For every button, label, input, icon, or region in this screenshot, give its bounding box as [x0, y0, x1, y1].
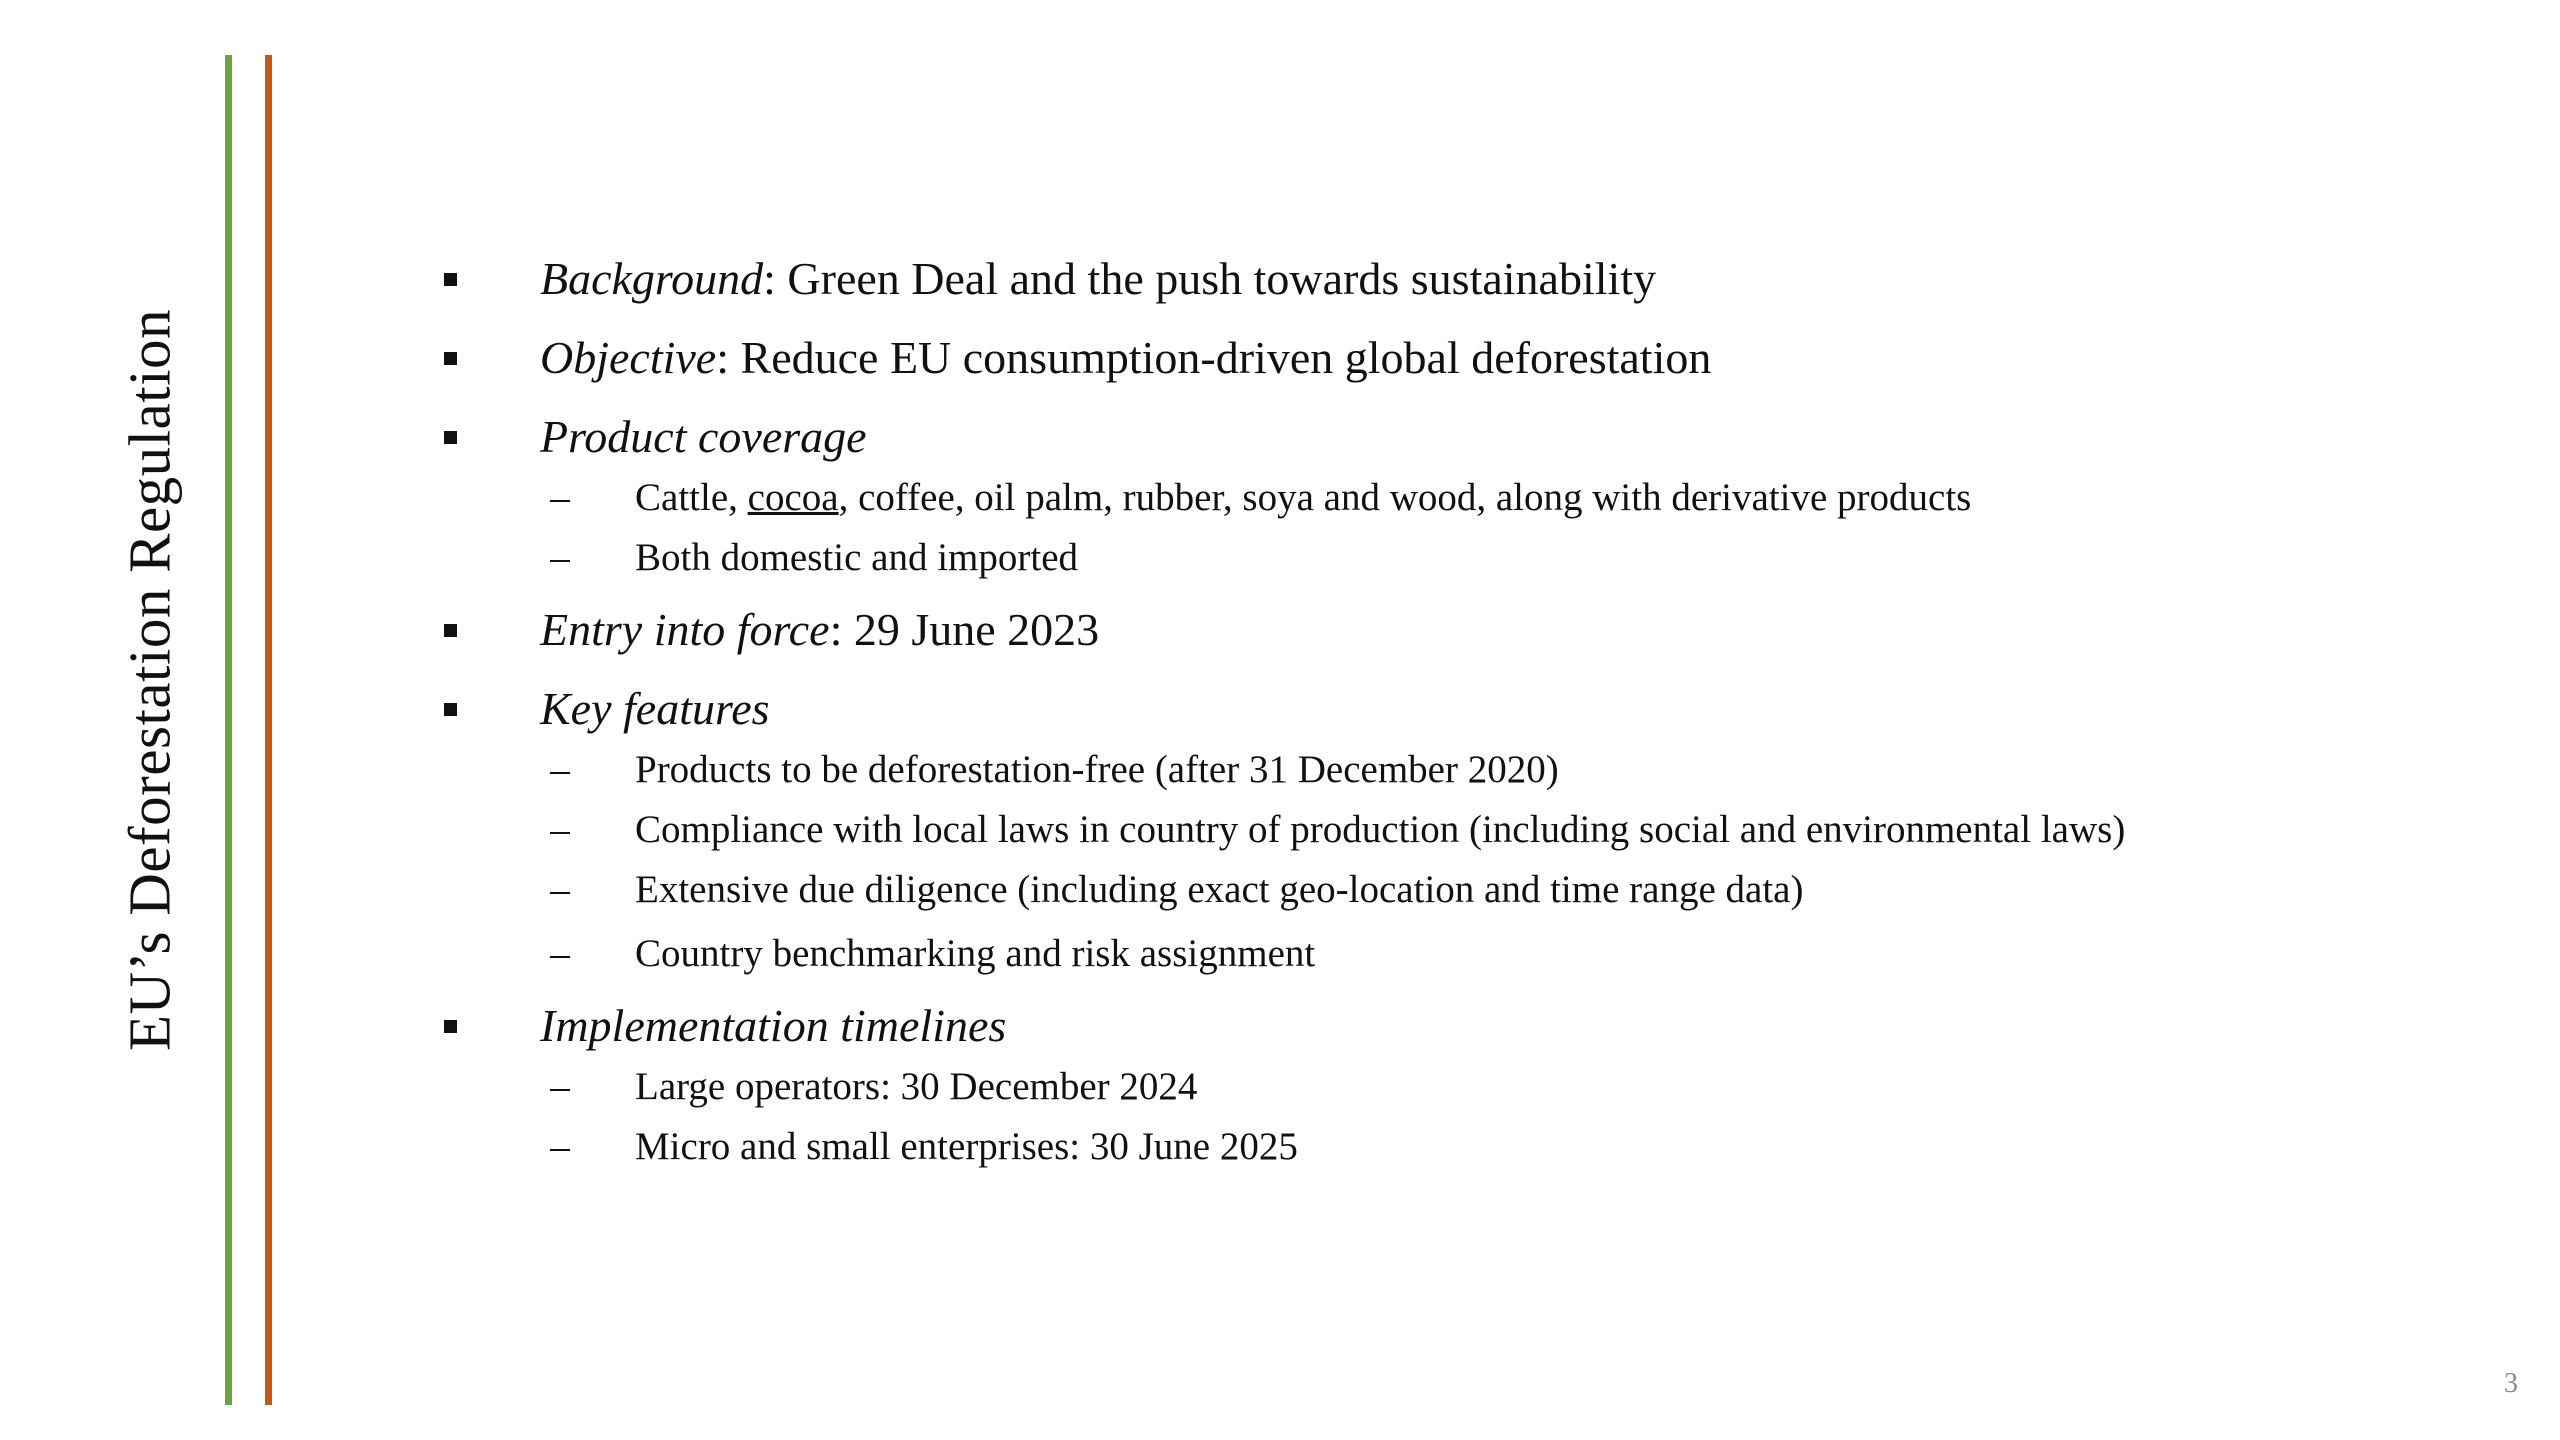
sub-item: [540, 924, 2460, 984]
bullet-text: : Green Deal and the push towards sustainability: [763, 253, 1657, 304]
page-number: 3: [2504, 1368, 2518, 1399]
bullet-item-product-coverage: [440, 408, 2460, 588]
sub-item: [540, 1057, 2460, 1117]
square-bullet-icon: [444, 273, 457, 286]
sub-list: [540, 740, 2460, 984]
dash-icon: –: [550, 932, 570, 975]
sub-text: Micro and small enterprises: 30 June 2025: [635, 1125, 1298, 1168]
bullet-label: Key features: [540, 683, 770, 734]
bullet-item-implementation-timelines: [440, 997, 2460, 1177]
dash-icon: –: [550, 536, 570, 579]
sub-list: [540, 1057, 2460, 1177]
sub-text: Country benchmarking and risk assignment: [635, 932, 1316, 975]
dash-icon: –: [550, 1065, 570, 1108]
orange-accent-bar: [265, 55, 272, 1405]
dash-icon: –: [550, 868, 570, 911]
bullet-item-objective: [440, 329, 2460, 387]
sub-text: Products to be deforestation-free (after 31 December 2020): [635, 748, 1559, 791]
square-bullet-icon: [444, 431, 457, 444]
sub-text: Both domestic and imported: [635, 536, 1079, 579]
dash-icon: –: [550, 808, 570, 851]
square-bullet-icon: [444, 703, 457, 716]
sub-text-after: , coffee, oil palm, rubber, soya and wood, along with derivative products: [838, 476, 1972, 519]
square-bullet-icon: [444, 352, 457, 365]
sub-text: Compliance with local laws in country of production (including social and environmental laws): [635, 808, 2126, 851]
bullet-text: : 29 June 2023: [829, 604, 1100, 655]
bullet-item-key-features: [440, 680, 2460, 984]
dash-icon: –: [550, 748, 570, 791]
slide-title: EU’s Deforestation Regulation: [116, 308, 183, 1052]
square-bullet-icon: [444, 624, 457, 637]
bullet-item-background: [440, 250, 2460, 308]
sub-item: [540, 860, 2460, 920]
sub-item: [540, 740, 2460, 800]
bullet-text: : Reduce EU consumption-driven global deforestation: [716, 332, 1712, 383]
sub-list: [540, 468, 2460, 588]
bullet-label: Entry into force: [540, 604, 830, 655]
sub-item: [540, 528, 2460, 588]
dash-icon: –: [550, 1125, 570, 1168]
square-bullet-icon: [444, 1020, 457, 1033]
sub-item: [540, 800, 2460, 860]
sub-item: [540, 1117, 2460, 1177]
bullet-label: Objective: [540, 332, 717, 383]
dash-icon: –: [550, 476, 570, 519]
sub-text-underlined: cocoa: [747, 476, 839, 519]
sub-text: Extensive due diligence (including exact geo-location and time range data): [635, 868, 1804, 911]
bullet-label: Product coverage: [540, 411, 867, 462]
sub-text-before: Cattle,: [635, 476, 748, 519]
sub-text: Large operators: 30 December 2024: [635, 1065, 1198, 1108]
sub-item: [540, 468, 2460, 528]
bullet-label: Implementation timelines: [540, 1000, 1007, 1051]
bullet-label: Background: [540, 253, 764, 304]
bullet-item-entry-into-force: [440, 601, 2460, 659]
slide-title-container: [45, 230, 255, 1130]
bullet-list: [440, 250, 2460, 1190]
